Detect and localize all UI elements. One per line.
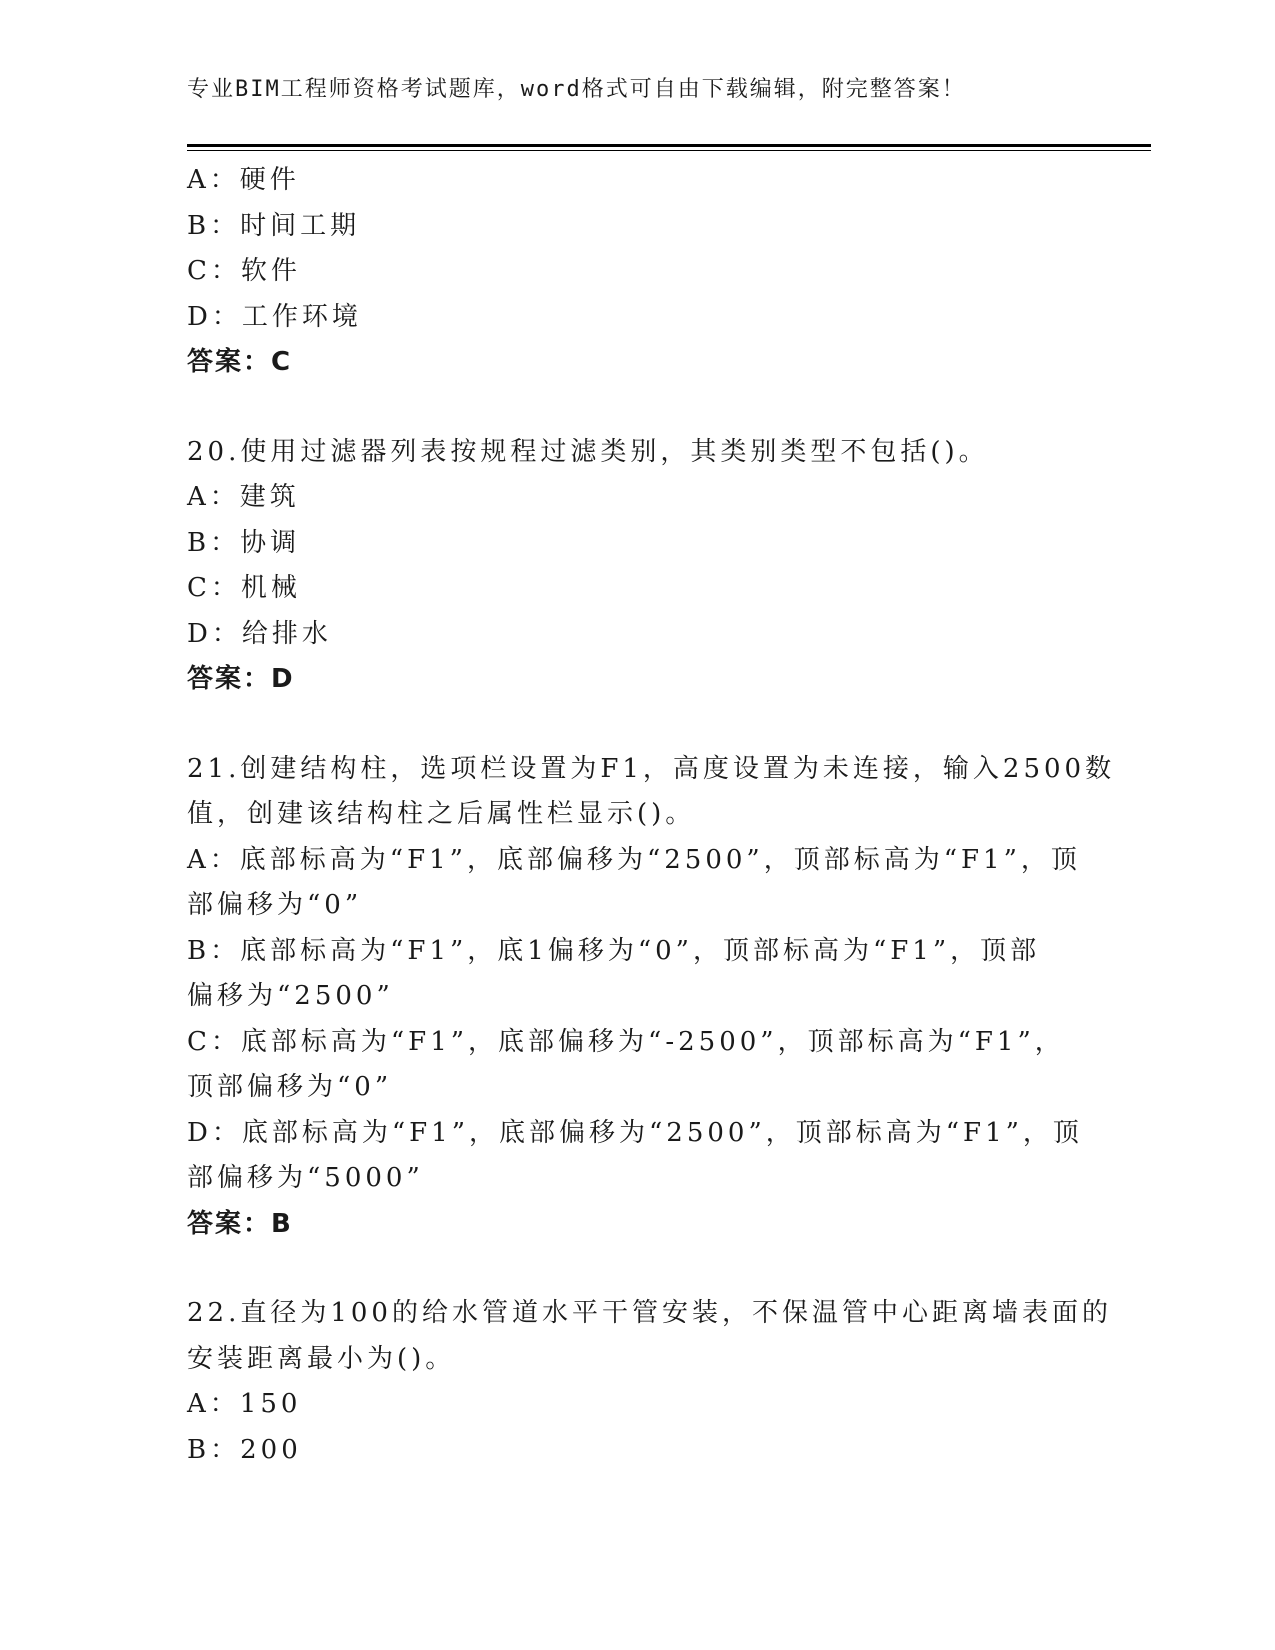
option-a-line-1: A：底部标高为“F1”，底部偏移为“2500”，顶部标高为“F1”，顶 xyxy=(187,844,1081,875)
answer: 答案：B xyxy=(187,1208,293,1239)
option-d: D：工作环境 xyxy=(187,301,362,332)
option-a: A：建筑 xyxy=(187,482,300,512)
option-d-line-2: 部偏移为“5000” xyxy=(187,1163,424,1193)
header-rule-thin xyxy=(187,150,1151,151)
option-c: C：软件 xyxy=(187,256,301,286)
option-c-line-2: 顶部偏移为“0” xyxy=(187,1072,393,1102)
header-rule-thick xyxy=(187,144,1151,147)
option-c-line-1: C：底部标高为“F1”，底部偏移为“-2500”，顶部标高为“F1”， xyxy=(187,1026,1065,1057)
question-stem-line-2: 值，创建该结构柱之后属性栏显示()。 xyxy=(187,799,696,829)
option-d: D：给排水 xyxy=(187,618,332,649)
option-a: A：150 xyxy=(187,1389,302,1419)
option-c: C：机械 xyxy=(187,573,301,603)
question-stem-line-1: 22.直径为100的给水管道水平干管安装，不保温管中心距离墙表面的 xyxy=(187,1298,1112,1328)
option-b-line-1: B：底部标高为“F1”，底1偏移为“0”，顶部标高为“F1”，顶部 xyxy=(187,935,1041,966)
question-21 xyxy=(187,747,1116,1248)
question-20 xyxy=(187,430,1067,703)
question-stem-line-1: 21.创建结构柱，选项栏设置为F1，高度设置为未连接，输入2500数 xyxy=(187,753,1116,784)
option-b: B：200 xyxy=(187,1434,302,1465)
question-stem-line-2: 安装距离最小为()。 xyxy=(187,1343,456,1374)
option-b-line-2: 偏移为“2500” xyxy=(187,981,394,1011)
answer: 答案：C xyxy=(187,347,293,377)
question-content xyxy=(187,158,1116,1473)
option-b: B：时间工期 xyxy=(187,210,361,241)
option-a-line-2: 部偏移为“0” xyxy=(187,890,363,920)
question-stem: 20.使用过滤器列表按规程过滤类别，其类别类型不包括()。 xyxy=(187,436,989,467)
question-22 xyxy=(187,1291,1112,1473)
question-19 xyxy=(187,158,1067,386)
answer: 答案：D xyxy=(187,664,295,694)
option-b: B：协调 xyxy=(187,527,301,558)
document-header: 专业BIM工程师资格考试题库，word格式可自由下载编辑，附完整答案！ xyxy=(187,77,966,102)
option-d-line-1: D：底部标高为“F1”，底部偏移为“2500”，顶部标高为“F1”，顶 xyxy=(187,1117,1083,1148)
option-a: A：硬件 xyxy=(187,165,300,195)
